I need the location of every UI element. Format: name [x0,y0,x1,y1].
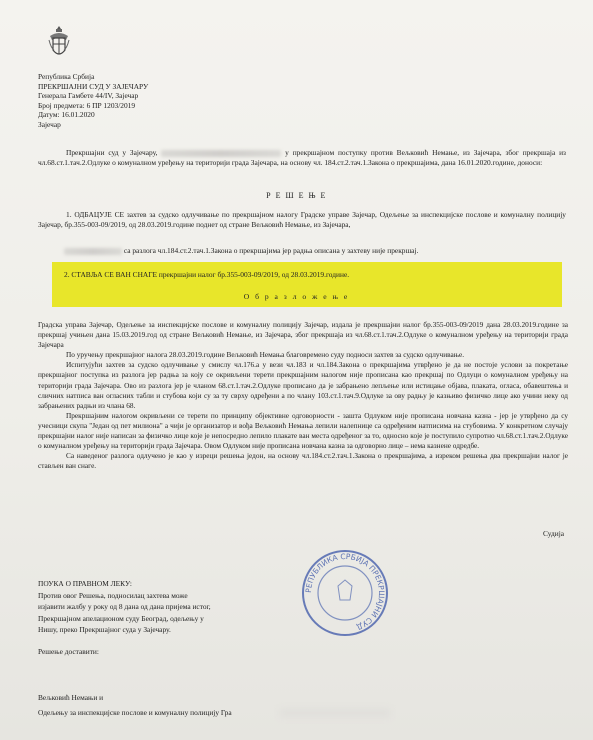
intro-paragraph: Прекршајни суд у Зајечару, у прекршајном поступку против Вељковић Немање, из Зајечара, због прекршаја из чл.68.ст.1.тач.2.Одлуке о комуналном уређењу на територији града Зајечара, на основу чл. 184.ст.2.тач.1.Закона о прекршајима, дана 16.01.2020.године, доноси: [38,148,566,168]
stamp-text: РЕПУБЛИКА СРБИЈА ПРЕКРШАЈНИ СУД [303,551,387,632]
paragraph: Прекршајним налогом окривљени се терети по принципу објективне одговорности - зашта Одлуком није прописана новчана казна - јер је утврђено да су учесници скупа "Један од пет милиона" а чији је организатор и вођа Вељковић Немања лепили налепнице са одређеним натписима на стубовима. У конкретном случају прекршајни налог није написан за физичко лице које је непосредно лепило плакате ван места одређеног за то, односно које је поступило супротно чл.68.ст.1.тач.2.Одлуке о комуналном уређењу на територији града Зајечара. Овом Одлуком није прописана новчана казна за одговорно лице – нема казнене одредбе. [38,410,568,451]
paragraph: По уручењу прекршајног налога 28.03.2019.године Вељковић Немања благовремено суду подноси захтев за судско одлучивање. [66,350,465,360]
recipient: Вељковић Немањи и [38,693,104,702]
decision-heading: Р Е Ш Е Њ Е [266,191,327,200]
court-header [38,72,148,130]
reasoning-heading: О б р а з л о ж е њ е [243,292,350,301]
paragraph: Испитујући захтев за судско одлучивање у смислу чл.176.а у вези чл.183 и чл.184.Закона о прекршајима утврђено је да не постоје услови за покретање прекршајног поступка из разлога јер радња за коју се окривљени терети прекршајним налогом није прописана као прекршај по Одлуци о комуналном уређењу на територији града Зајечара. Ово из разлога јер је члaном 68.ст.1.тач.2.Одлуке прописано да је забрањено лепљење или истицање објава, плаката, огласа, обавештења и сличних натписа ван огласних табли и стубова који су за ту сврху одређени а по члану 103.ст.1.тач.9.Одлуке за ову радњу је казњиво физичко лице ако учини неку од забрањених радњи из члана 68. [38,360,568,410]
header-line: ПРЕКРШАЈНИ СУД У ЗАЈЕЧАРУ [38,81,149,91]
court-stamp-icon [300,548,390,638]
instruction-line: изјавити жалбу у року од 8 дана од дана пријема истог, [38,602,211,612]
header-line: Генерала Гамбете 44/IV, Зајечар [38,91,139,101]
decision-item-1: 1. ОДБАЦУЈЕ СЕ захтев за судско одлучивање по прекршајном налогу Градске управе Зајечар, Одељење за инспекцијске послове и комуналну полицију Зајечар, бр.355-003-09/2019, од 28.03.2019.године поднет од стране Вељковић Немање, из Зајечара, [38,210,566,230]
instruction-line: Прекршајном апелационом суду Београд, одељењу у [38,613,204,623]
recipient: Одељењу за инспекцијске послове и комуналну полицију Гра [38,708,232,717]
deliver-to-label: Решење доставити: [38,647,99,656]
recipients-list [38,690,232,720]
header-line: Република Србија [38,72,95,81]
header-line: Зајечар [38,119,61,129]
paragraph: Са наведеног разлога одлучено је као у изреци решења једон, на основу чл.184.ст.2.тач.1.Закона о прекршајима, а изреком решења два прекршајни налог је стављен ван снаге. [38,451,568,471]
instruction-title: ПОУКА О ПРАВНОМ ЛЕКУ: [38,579,132,588]
paragraph: Градска управа Зајечар, Одељење за инспекцијске послове и комуналну полицију Зајечар, издала је прекршајни налог бр.355-003-09/2019 дана 28.03.2019.године за прекршај учињен дана 15.03.2019.год од стране Вељковић Немање, из Зајечара, због прекршаја из чл.68.ст.1.тач.2.Одлуке о комуналном уређењу на територији града Зајечара [38,320,568,350]
redacted-name [161,150,281,157]
decision-item-2: 2. СТАВЉА СЕ ВАН СНАГЕ прекршајни налог бр.355-003-09/2019, од 28.03.2019.године. [64,270,350,279]
decision-item-1-continued: са разлога чл.184.ст.2.тач.1.Закона о прекршајима јер радња описана у захтеву није прекршај. [64,246,564,256]
redacted-text [64,248,122,255]
reasoning-body [38,320,568,471]
instruction-line: Нишу, преко Прекршајног суда у Зајечару. [38,625,171,635]
redacted-text [280,708,390,718]
header-line: Датум: 16.01.2020 [38,110,95,120]
legal-remedy-instruction [38,578,211,636]
instruction-line: Против овог Решења, подносилац захтева може [38,590,188,600]
judge-label: Судија [543,529,565,538]
coat-of-arms-icon [48,24,70,62]
header-line: Број предмета: 6 ПР 1203/2019 [38,100,136,110]
